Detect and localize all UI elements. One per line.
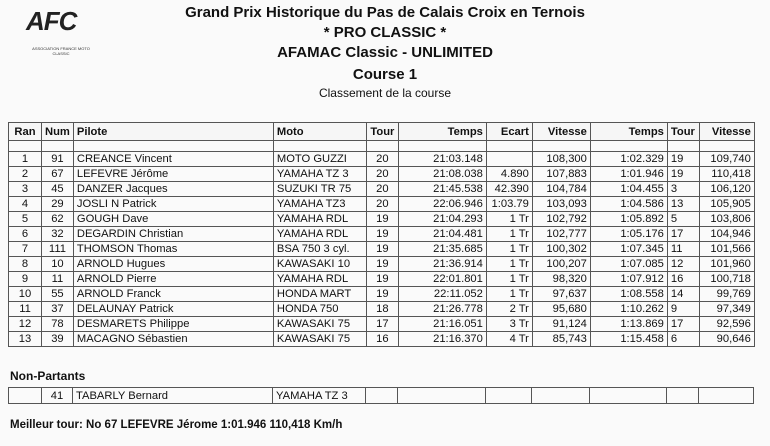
spacer-cell bbox=[667, 141, 699, 152]
cell-moto: YAMAHA RDL bbox=[273, 212, 366, 227]
cell-vitesse: 102,777 bbox=[532, 227, 590, 242]
cell-ecart: 1 Tr bbox=[486, 227, 532, 242]
cell-best-time: 1:04.455 bbox=[590, 182, 667, 197]
non-partants-table bbox=[8, 387, 754, 404]
cell-best-tour: 17 bbox=[667, 227, 699, 242]
cell-temps: 21:36.914 bbox=[398, 257, 486, 272]
cell-best-time: 1:05.892 bbox=[590, 212, 667, 227]
cell-pilote: ARNOLD Franck bbox=[73, 287, 273, 302]
cell-pilote: MACAGNO Sébastien bbox=[73, 332, 273, 347]
cell-vitesse: 108,300 bbox=[532, 152, 590, 167]
cell-moto: KAWASAKI 75 bbox=[273, 317, 366, 332]
cell-num: 41 bbox=[42, 388, 73, 404]
cell-temps bbox=[398, 388, 486, 404]
table-row bbox=[9, 167, 755, 182]
cell-temps: 21:04.293 bbox=[398, 212, 486, 227]
cell-ecart: 1 Tr bbox=[486, 242, 532, 257]
cell-temps: 21:45.538 bbox=[398, 182, 486, 197]
cell-best-tour: 3 bbox=[667, 182, 699, 197]
cell-moto: BSA 750 3 cyl. bbox=[273, 242, 366, 257]
spacer-cell bbox=[532, 141, 590, 152]
cell-pilote: LEFEVRE Jérôme bbox=[73, 167, 273, 182]
cell-moto: HONDA MART bbox=[273, 287, 366, 302]
cell-rank: 7 bbox=[9, 242, 42, 257]
cell-temps: 22:06.946 bbox=[398, 197, 486, 212]
non-partants-title: Non-Partants bbox=[10, 369, 86, 383]
cell-num: 32 bbox=[42, 227, 74, 242]
col-moto: Moto bbox=[273, 123, 366, 141]
col-vitesse: Vitesse bbox=[532, 123, 590, 141]
table-row bbox=[9, 388, 754, 404]
cell-best-time: 1:07.085 bbox=[590, 257, 667, 272]
event-title: Grand Prix Historique du Pas de Calais Croix en Ternois bbox=[185, 4, 585, 21]
spacer-cell bbox=[9, 141, 42, 152]
cell-num: 29 bbox=[42, 197, 74, 212]
spacer-cell bbox=[73, 141, 273, 152]
cell-num: 39 bbox=[42, 332, 74, 347]
table-row bbox=[9, 227, 755, 242]
cell-temps: 21:26.778 bbox=[398, 302, 486, 317]
col-ecart: Ecart bbox=[486, 123, 532, 141]
results-body bbox=[9, 141, 755, 347]
cell-tours bbox=[366, 388, 398, 404]
cell-rank: 6 bbox=[9, 227, 42, 242]
cell-moto: YAMAHA TZ 3 bbox=[273, 388, 366, 404]
cell-vitesse bbox=[532, 388, 590, 404]
col-num: Num bbox=[42, 123, 74, 141]
cell-pilote: ARNOLD Hugues bbox=[73, 257, 273, 272]
col-rank: Ran bbox=[9, 123, 42, 141]
cell-best-tour: 14 bbox=[667, 287, 699, 302]
cell-best-speed: 90,646 bbox=[699, 332, 754, 347]
cell-vitesse: 103,093 bbox=[532, 197, 590, 212]
cell-best-speed: 97,349 bbox=[699, 302, 754, 317]
cell-rank: 9 bbox=[9, 272, 42, 287]
cell-best-time: 1:07.345 bbox=[590, 242, 667, 257]
cell-temps: 22:11.052 bbox=[398, 287, 486, 302]
col-temps: Temps bbox=[398, 123, 486, 141]
table-row bbox=[9, 257, 755, 272]
table-row bbox=[9, 182, 755, 197]
cell-vitesse: 85,743 bbox=[532, 332, 590, 347]
cell-best-tour: 17 bbox=[667, 317, 699, 332]
cell-vitesse: 97,637 bbox=[532, 287, 590, 302]
logo-text: AFC bbox=[26, 6, 77, 36]
cell-num: 11 bbox=[42, 272, 74, 287]
cell-ecart: 3 Tr bbox=[486, 317, 532, 332]
cell-best-speed: 106,120 bbox=[699, 182, 754, 197]
cell-best-time: 1:04.586 bbox=[590, 197, 667, 212]
spacer-row bbox=[9, 141, 755, 152]
cell-vitesse: 98,320 bbox=[532, 272, 590, 287]
cell-vitesse: 95,680 bbox=[532, 302, 590, 317]
cell-temps: 21:16.051 bbox=[398, 317, 486, 332]
cell-best-tour: 5 bbox=[667, 212, 699, 227]
cell-rank: 4 bbox=[9, 197, 42, 212]
cell-moto: SUZUKI TR 75 bbox=[273, 182, 366, 197]
col-best-tour: Tour bbox=[667, 123, 699, 141]
cell-rank: 10 bbox=[9, 287, 42, 302]
cell-best-time: 1:07.912 bbox=[590, 272, 667, 287]
cell-vitesse: 100,302 bbox=[532, 242, 590, 257]
cell-num: 111 bbox=[42, 242, 74, 257]
cell-temps: 21:35.685 bbox=[398, 242, 486, 257]
spacer-cell bbox=[366, 141, 398, 152]
cell-moto: HONDA 750 bbox=[273, 302, 366, 317]
cell-tours: 19 bbox=[366, 272, 398, 287]
cell-best-time: 1:08.558 bbox=[590, 287, 667, 302]
cell-num: 91 bbox=[42, 152, 74, 167]
cell-tours: 19 bbox=[366, 227, 398, 242]
cell-num: 10 bbox=[42, 257, 74, 272]
spacer-cell bbox=[699, 141, 754, 152]
cell-pilote: GOUGH Dave bbox=[73, 212, 273, 227]
cell-tours: 18 bbox=[366, 302, 398, 317]
cell-pilote: CREANCE Vincent bbox=[73, 152, 273, 167]
cell-pilote: DANZER Jacques bbox=[73, 182, 273, 197]
cell-best-time: 1:10.262 bbox=[590, 302, 667, 317]
cell-pilote: THOMSON Thomas bbox=[73, 242, 273, 257]
cell-vitesse: 91,124 bbox=[532, 317, 590, 332]
cell-best-speed: 105,905 bbox=[699, 197, 754, 212]
cell-best-time: 1:05.176 bbox=[590, 227, 667, 242]
cell-best-tour: 13 bbox=[667, 197, 699, 212]
cell-best-speed: 104,946 bbox=[699, 227, 754, 242]
cell-best-tour: 19 bbox=[667, 152, 699, 167]
cell-temps: 21:16.370 bbox=[398, 332, 486, 347]
cell-vitesse: 102,792 bbox=[532, 212, 590, 227]
cell-ecart bbox=[486, 152, 532, 167]
cell-rank: 5 bbox=[9, 212, 42, 227]
cell-best-time bbox=[590, 388, 667, 404]
course-title: Course 1 bbox=[352, 66, 418, 83]
cell-moto: YAMAHA TZ3 bbox=[273, 197, 366, 212]
cell-ecart: 1 Tr bbox=[486, 287, 532, 302]
cell-temps: 21:04.481 bbox=[398, 227, 486, 242]
cell-pilote: DELAUNAY Patrick bbox=[73, 302, 273, 317]
cell-num: 55 bbox=[42, 287, 74, 302]
category-title: AFAMAC Classic - UNLIMITED bbox=[277, 44, 493, 61]
cell-moto: YAMAHA RDL bbox=[273, 272, 366, 287]
cell-temps: 21:08.038 bbox=[398, 167, 486, 182]
cell-num: 62 bbox=[42, 212, 74, 227]
cell-rank: 12 bbox=[9, 317, 42, 332]
cell-tours: 19 bbox=[366, 212, 398, 227]
cell-rank: 11 bbox=[9, 302, 42, 317]
cell-rank: 3 bbox=[9, 182, 42, 197]
cell-rank: 1 bbox=[9, 152, 42, 167]
cell-ecart: 1 Tr bbox=[486, 212, 532, 227]
cell-vitesse: 104,784 bbox=[532, 182, 590, 197]
cell-moto: KAWASAKI 10 bbox=[273, 257, 366, 272]
cell-num: 45 bbox=[42, 182, 74, 197]
cell-moto: YAMAHA RDL bbox=[273, 227, 366, 242]
best-lap-line: Meilleur tour: No 67 LEFEVRE Jérome 1:01.946 110,418 Km/h bbox=[10, 419, 343, 431]
cell-ecart: 4 Tr bbox=[486, 332, 532, 347]
logo-small-text: ASSOCIATION FRANCE MOTO CLASSIC bbox=[32, 46, 90, 56]
cell-best-speed: 109,740 bbox=[699, 152, 754, 167]
classement-label: Classement de la course bbox=[318, 86, 452, 100]
cell-ecart: 4.890 bbox=[486, 167, 532, 182]
cell-pilote: ARNOLD Pierre bbox=[73, 272, 273, 287]
cell-pilote: JOSLI N Patrick bbox=[73, 197, 273, 212]
col-tour: Tour bbox=[366, 123, 398, 141]
cell-pilote: DEGARDIN Christian bbox=[73, 227, 273, 242]
cell-best-time: 1:02.329 bbox=[590, 152, 667, 167]
spacer-cell bbox=[42, 141, 74, 152]
cell-ecart: 1 Tr bbox=[486, 257, 532, 272]
cell-best-speed: 101,566 bbox=[699, 242, 754, 257]
col-best-temps: Temps bbox=[590, 123, 667, 141]
cell-num: 78 bbox=[42, 317, 74, 332]
cell-rank: 2 bbox=[9, 167, 42, 182]
cell-tours: 19 bbox=[366, 257, 398, 272]
results-table bbox=[8, 122, 755, 347]
cell-best-speed: 100,718 bbox=[699, 272, 754, 287]
cell-moto: MOTO GUZZI bbox=[273, 152, 366, 167]
cell-ecart: 42.390 bbox=[486, 182, 532, 197]
cell-best-tour: 9 bbox=[667, 302, 699, 317]
spacer-cell bbox=[486, 141, 532, 152]
cell-rank: 13 bbox=[9, 332, 42, 347]
table-row bbox=[9, 152, 755, 167]
cell-num: 67 bbox=[42, 167, 74, 182]
cell-tours: 20 bbox=[366, 167, 398, 182]
event-subtitle: * PRO CLASSIC * bbox=[323, 24, 447, 41]
cell-temps: 22:01.801 bbox=[398, 272, 486, 287]
cell-best-speed: 103,806 bbox=[699, 212, 754, 227]
cell-best-tour: 19 bbox=[667, 167, 699, 182]
cell-best-speed: 101,960 bbox=[699, 257, 754, 272]
table-row bbox=[9, 242, 755, 257]
cell-pilote: TABARLY Bernard bbox=[73, 388, 273, 404]
non-partants-body bbox=[9, 388, 754, 404]
table-row bbox=[9, 197, 755, 212]
col-pilote: Pilote bbox=[73, 123, 273, 141]
cell-ecart: 1 Tr bbox=[486, 272, 532, 287]
table-row bbox=[9, 302, 755, 317]
cell-moto: KAWASAKI 75 bbox=[273, 332, 366, 347]
cell-num: 37 bbox=[42, 302, 74, 317]
cell-best-speed: 99,769 bbox=[699, 287, 754, 302]
cell-best-tour: 16 bbox=[667, 272, 699, 287]
cell-best-tour: 12 bbox=[667, 257, 699, 272]
cell-rank bbox=[9, 388, 42, 404]
table-row bbox=[9, 317, 755, 332]
cell-best-time: 1:01.946 bbox=[590, 167, 667, 182]
cell-pilote: DESMARETS Philippe bbox=[73, 317, 273, 332]
cell-best-tour: 6 bbox=[667, 332, 699, 347]
cell-best-speed: 110,418 bbox=[699, 167, 754, 182]
table-row bbox=[9, 287, 755, 302]
cell-ecart: 1:03.79 bbox=[486, 197, 532, 212]
cell-ecart: 2 Tr bbox=[486, 302, 532, 317]
spacer-cell bbox=[590, 141, 667, 152]
cell-best-tour: 11 bbox=[667, 242, 699, 257]
cell-tours: 17 bbox=[366, 317, 398, 332]
cell-tours: 20 bbox=[366, 197, 398, 212]
cell-rank: 8 bbox=[9, 257, 42, 272]
cell-ecart bbox=[486, 388, 532, 404]
table-row bbox=[9, 332, 755, 347]
col-best-vitesse: Vitesse bbox=[699, 123, 754, 141]
cell-tours: 19 bbox=[366, 242, 398, 257]
table-row bbox=[9, 212, 755, 227]
cell-best-time: 1:13.869 bbox=[590, 317, 667, 332]
cell-tours: 16 bbox=[366, 332, 398, 347]
table-row bbox=[9, 272, 755, 287]
spacer-cell bbox=[398, 141, 486, 152]
cell-moto: YAMAHA TZ 3 bbox=[273, 167, 366, 182]
cell-vitesse: 100,207 bbox=[532, 257, 590, 272]
cell-vitesse: 107,883 bbox=[532, 167, 590, 182]
cell-best-speed bbox=[699, 388, 754, 404]
cell-tours: 20 bbox=[366, 152, 398, 167]
cell-best-time: 1:15.458 bbox=[590, 332, 667, 347]
header-row bbox=[9, 123, 755, 141]
cell-tours: 20 bbox=[366, 182, 398, 197]
cell-temps: 21:03.148 bbox=[398, 152, 486, 167]
cell-best-speed: 92,596 bbox=[699, 317, 754, 332]
cell-tours: 19 bbox=[366, 287, 398, 302]
spacer-cell bbox=[273, 141, 366, 152]
cell-best-tour bbox=[667, 388, 699, 404]
